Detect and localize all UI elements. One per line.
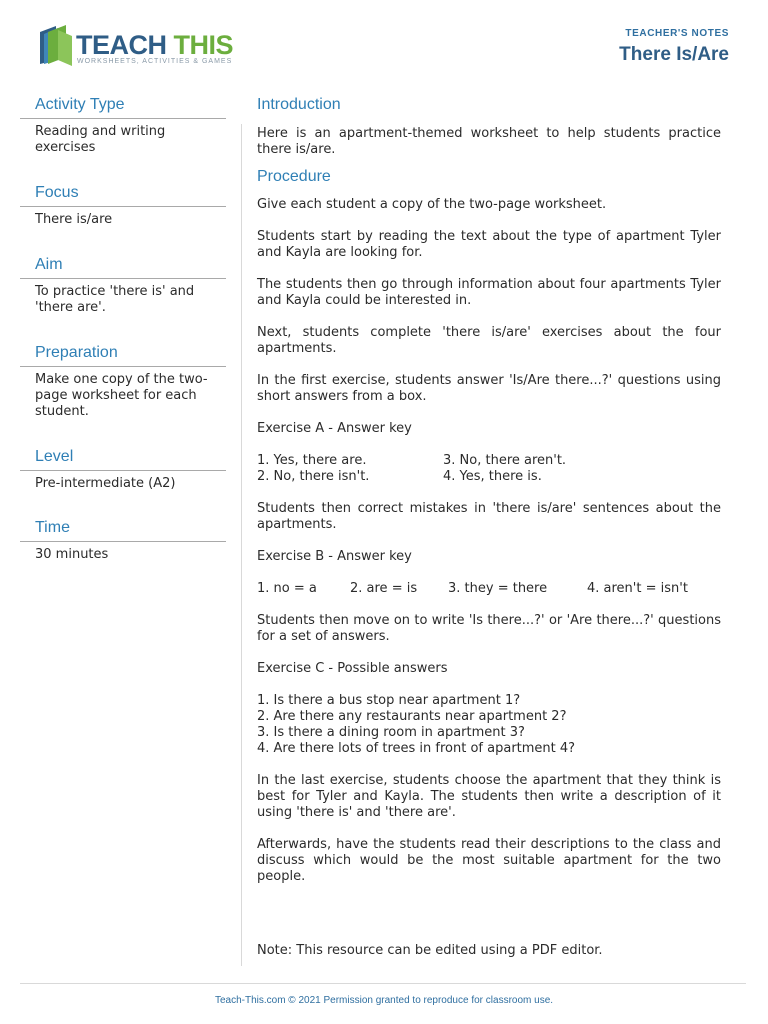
procedure-paragraph-6: Students then correct mistakes in 'there is/are' sentences about the apartments. — [257, 501, 721, 532]
exercise-a-title: Exercise A - Answer key — [257, 421, 412, 436]
aim-heading: Aim — [20, 254, 226, 279]
focus-heading: Focus — [20, 182, 226, 207]
exercise-a-answer-2: 2. No, there isn't. — [257, 469, 370, 484]
level-section — [20, 446, 226, 517]
exercise-c-answers — [257, 693, 721, 757]
time-heading: Time — [20, 517, 226, 542]
preparation-section — [20, 342, 226, 446]
procedure-paragraph-8: In the last exercise, students choose the apartment that they think is best for Tyler and Kayla. The students then write a description of it using 'there is' and 'there are'. — [257, 773, 721, 820]
exercise-b-answer-2: 2. are = is — [350, 581, 418, 596]
activity-type-text: Reading and writing exercises — [35, 124, 166, 155]
exercise-c-answer: 2. Are there any restaurants near apartment 2? — [257, 709, 567, 724]
aim-section — [20, 254, 226, 342]
exercise-b-title: Exercise B - Answer key — [257, 549, 412, 564]
procedure-paragraph-4: Next, students complete 'there is/are' exercises about the four apartments. — [257, 325, 721, 356]
teach-this-logo — [36, 24, 236, 70]
activity-type-heading: Activity Type — [20, 94, 226, 119]
exercise-a-answer-key — [257, 453, 721, 485]
exercise-a-answer-3: 3. No, there aren't. — [443, 453, 567, 468]
exercise-b-answer-4: 4. aren't = isn't — [587, 581, 688, 596]
logo-wordmark: TEACH THIS — [76, 30, 234, 60]
procedure-paragraph-7: Students then move on to write 'Is there...?' or 'Are there...?' questions for a set of answers. — [257, 613, 721, 644]
main-content — [257, 94, 721, 959]
level-text: Pre-intermediate (A2) — [35, 476, 176, 491]
exercise-a-answer-4: 4. Yes, there is. — [443, 469, 542, 484]
procedure-paragraph-3: The students then go through information about four apartments Tyler and Kayla could be interested in. — [257, 277, 721, 308]
aim-text: To practice 'there is' and 'there are'. — [35, 284, 195, 315]
book-logo-icon — [36, 24, 76, 66]
procedure-paragraph-2: Students start by reading the text about the type of apartment Tyler and Kayla are looking for. — [257, 229, 721, 260]
page-header — [0, 0, 768, 85]
preparation-text: Make one copy of the two-page worksheet for each student. — [35, 372, 208, 419]
time-text: 30 minutes — [35, 547, 109, 562]
focus-section — [20, 182, 226, 254]
column-divider — [241, 124, 242, 966]
exercise-a-answer-1: 1. Yes, there are. — [257, 453, 367, 468]
procedure-paragraph-5: In the first exercise, students answer 'Is/Are there...?' questions using short answers from a box. — [257, 373, 721, 404]
exercise-b-answer-key — [257, 581, 721, 597]
teachers-notes-label: TEACHER'S NOTES — [625, 28, 729, 39]
procedure-paragraph-1: Give each student a copy of the two-page worksheet. — [257, 197, 607, 212]
activity-type-section — [20, 94, 226, 182]
exercise-c-title: Exercise C - Possible answers — [257, 661, 448, 676]
footer-copyright: Teach-This.com © 2021 Permission granted to reproduce for classroom use. — [214, 995, 554, 1006]
procedure-heading: Procedure — [257, 168, 331, 185]
procedure-paragraph-9: Afterwards, have the students read their descriptions to the class and discuss which would be the most suitable apartment for the two people. — [257, 837, 721, 884]
exercise-c-answer: 3. Is there a dining room in apartment 3? — [257, 725, 525, 740]
exercise-c-answer: 1. Is there a bus stop near apartment 1? — [257, 693, 521, 708]
focus-text: There is/are — [35, 212, 113, 227]
introduction-heading: Introduction — [257, 96, 341, 113]
exercise-c-answer: 4. Are there lots of trees in front of apartment 4? — [257, 741, 576, 756]
sidebar — [20, 94, 226, 567]
pdf-editor-note: Note: This resource can be edited using a PDF editor. — [257, 943, 603, 958]
introduction-text: Here is an apartment-themed worksheet to help students practice there is/are. — [257, 126, 721, 157]
exercise-b-answer-3: 3. they = there — [448, 581, 548, 596]
time-section — [20, 517, 226, 567]
logo-tagline: WORKSHEETS, ACTIVITIES & GAMES — [77, 58, 233, 65]
preparation-heading: Preparation — [20, 342, 226, 367]
page-title: There Is/Are — [619, 44, 729, 65]
exercise-b-answer-1: 1. no = a — [257, 581, 317, 596]
level-heading: Level — [20, 446, 226, 471]
footer-divider — [20, 983, 746, 984]
